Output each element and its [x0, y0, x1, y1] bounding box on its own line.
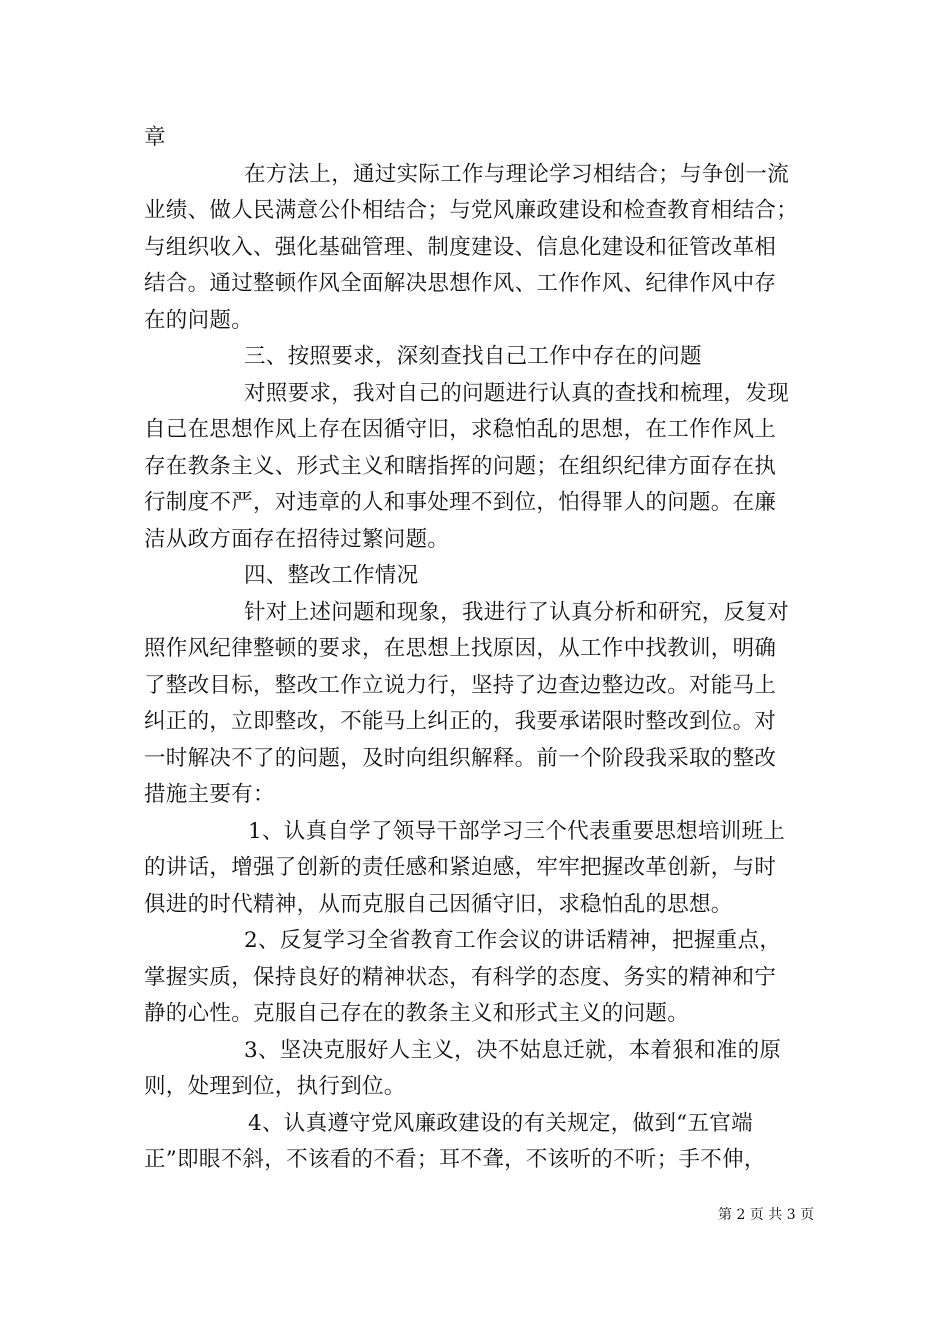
text-line: 掌握实质，保持良好的精神状态，有科学的态度、务实的精神和宁: [144, 964, 777, 990]
page-number-footer: 第 2 页 共 3 页: [718, 1207, 815, 1223]
text-line: 针对上述问题和现象，我进行了认真分析和研究，反复对: [244, 599, 790, 625]
list-item: 1、认真自学了领导干部学习三个代表重要思想培训班上: [248, 818, 786, 844]
text-line: 在方法上，通过实际工作与理论学习相结合；与争创一流: [244, 161, 790, 187]
text-line: 措施主要有：: [144, 782, 275, 807]
section-heading: 四、整改工作情况: [244, 563, 419, 588]
text-line: 自己在思想作风上存在因循守旧，求稳怕乱的思想，在工作作风上: [144, 417, 777, 442]
text-line: 正”即眼不斜，不该看的不看；耳不聋，不该听的不听；手不伸，: [144, 1147, 766, 1172]
text-line: 结合。通过整顿作风全面解决思想作风、工作作风、纪律作风中存: [144, 271, 777, 296]
list-item: 4、认真遵守党风廉政建设的有关规定，做到“五官端: [248, 1110, 753, 1136]
text-line: 纠正的，立即整改，不能马上纠正的，我要承诺限时整改到位。对: [144, 709, 777, 734]
text-line: 行制度不严，对违章的人和事处理不到位，怕得罪人的问题。在廉: [144, 490, 777, 515]
text-line: 存在教条主义、形式主义和瞎指挥的问题；在组织纪律方面存在执: [144, 453, 777, 479]
text-line: 俱进的时代精神，从而克服自己因循守旧，求稳怕乱的思想。: [144, 891, 733, 917]
text-line: 一时解决不了的问题，及时向组织解释。前一个阶段我采取的整改: [144, 745, 777, 771]
text-line: 则，处理到位，执行到位。: [144, 1074, 406, 1099]
text-line: 与组织收入、强化基础管理、制度建设、信息化建设和征管改革相: [144, 234, 777, 260]
text-line: 洁从政方面存在招待过繁问题。: [144, 526, 450, 552]
document-body: [144, 120, 814, 1179]
text-line: 照作风纪律整顿的要求，在思想上找原因，从工作中找教训，明确: [144, 636, 777, 661]
list-item: 2、反复学习全省教育工作会议的讲话精神，把握重点，: [244, 928, 782, 953]
text-line: 章: [144, 125, 166, 150]
section-heading: 三、按照要求，深刻查找自己工作中存在的问题: [244, 344, 702, 369]
text-line: 对照要求，我对自己的问题进行认真的查找和梳理，发现: [244, 380, 790, 406]
text-line: 了整改目标，整改工作立说力行，坚持了边查边整边改。对能马上: [144, 672, 777, 698]
list-item: 3、坚决克服好人主义，决不姑息迁就，本着狠和准的原: [244, 1037, 782, 1063]
text-line: 的讲话，增强了创新的责任感和紧迫感，牢牢把握改革创新，与时: [144, 855, 777, 880]
text-line: 静的心性。克服自己存在的教条主义和形式主义的问题。: [144, 1001, 690, 1026]
text-line: 业绩、做人民满意公仆相结合；与党风廉政建设和检查教育相结合；: [144, 198, 799, 223]
text-line: 在的问题。: [144, 307, 254, 333]
